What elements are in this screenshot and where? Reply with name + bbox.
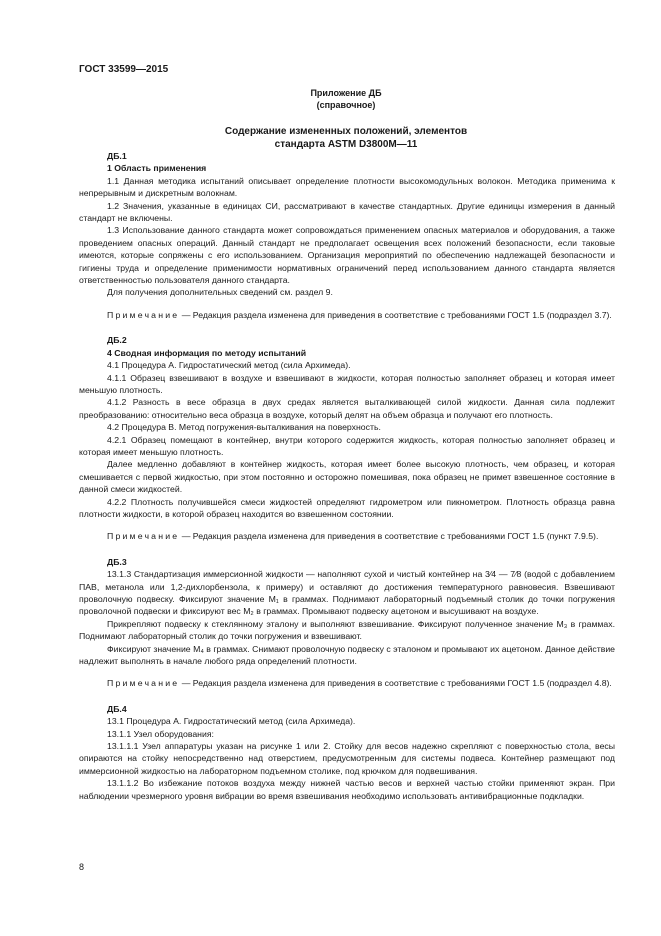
section-label-db2: ДБ.2	[107, 335, 127, 346]
paragraph: 4.1.2 Разность в весе образца в двух средах является выталкивающей силой жидкости. Данная сила подлежит преобразованию: относительно веса образца в воздухе, который делят на объем образца и получают его плотность.	[79, 397, 615, 420]
section-heading-db2: 4 Сводная информация по методу испытаний	[107, 347, 307, 358]
note	[79, 530, 615, 542]
paragraph: 1.2 Значения, указанные в единицах СИ, рассматривают в качестве стандартных. Другие единицы измерения в данный стандарт не включены.	[79, 200, 615, 224]
paragraph: 4.2.1 Образец помещают в контейнер, внутри которого содержится жидкость, которая полностью заполняет образец и которая имеет меньшую плотность.	[79, 434, 615, 457]
paragraph: 13.1.3 Стандартизация иммерсионной жидкости — наполняют сухой и чистый контейнер на 3⁄4 — 7⁄8 (водой с добавлением ПАВ, метанола или 1,2-дихлорбензола, к примеру) и оставляют до достижения температурного равновесия. Взвешивают проволочную подвеску. Фиксируют значение M₁ в граммах. Поднимают лабораторный подъемный столик до точки погружения проволочной подвески и фиксируют вес M₂ в граммах. Промывают подвеску ацетоном и высушивают на воздухе.	[79, 569, 615, 617]
note-text: — Редакция раздела изменена для приведения в соответствие с требованиями ГОСТ 1.5 (подраздел 3.7).	[179, 309, 612, 320]
paragraph: 4.2 Процедура В. Метод погружения-выталкивания на поверхность.	[107, 422, 381, 433]
page-number: 8	[79, 862, 85, 872]
paragraph: 13.1 Процедура А. Гидростатический метод (сила Архимеда).	[107, 716, 356, 727]
note	[79, 677, 615, 689]
document-body	[79, 150, 615, 802]
paragraph: 4.2.2 Плотность получившейся смеси жидкостей определяют гидрометром или пикнометром. Плотность образца равна плотности жидкости, в которой образец находится во взвешенном состоянии.	[79, 496, 615, 519]
paragraph: 13.1.1 Узел оборудования:	[107, 728, 214, 739]
section-label-db3: ДБ.3	[107, 556, 127, 567]
paragraph: 1.3 Использование данного стандарта может сопровождаться применением опасных материалов и оборудования, а также проведением опасных операций. Данный стандарт не предполагает освещения всех положений безопасности, если таковые имеются, которые сопряжены с его использованием. Организация мероприятий по обеспечению надлежащей безопасности и гигиены труда и определение применимости нормативных ограничений перед использованием данного стандарта является ответственностью пользователя данного стандарта.	[79, 225, 615, 286]
paragraph: 13.1.1.2 Во избежание потоков воздуха между нижней частью весов и верхней частью стойки применяют экран. При наблюдении чрезмерного уровня вибрации во время взвешивания необходимо использовать антивибрационные подкладки.	[79, 778, 615, 801]
paragraph: 13.1.1.1 Узел аппаратуры указан на рисунке 1 или 2. Стойку для весов надежно скрепляют с поверхностью стола, весы опираются на стойку непосредственно над отверстием, предусмотренным для системы подвеса. Контейнер размещают под иммерсионной жидкостью на лабораторном подъемном столике, под крючком для подвешивания.	[79, 741, 615, 776]
note-label: Примечание	[107, 678, 180, 689]
note-text: — Редакция раздела изменена для приведения в соответствие с требованиями ГОСТ 1.5 (пункт 7.9.5).	[179, 531, 599, 542]
paragraph: Для получения дополнительных сведений см. раздел 9.	[107, 287, 333, 298]
note-text: — Редакция раздела изменена для приведения в соответствие с требованиями ГОСТ 1.5 (подраздел 4.8).	[179, 678, 612, 689]
standard-number-header: ГОСТ 33599—2015	[79, 64, 169, 75]
document-title-line1: Содержание измененных положений, элементов	[224, 126, 468, 137]
section-heading-db1: 1 Область применения	[107, 163, 207, 174]
section-label-db4: ДБ.4	[107, 703, 127, 714]
note-label: Примечание	[107, 531, 180, 542]
paragraph: Далее медленно добавляют в контейнер жидкость, которая имеет более высокую плотность, чем образец, и которая смешивается с первой жидкостью, при этом постоянно и осторожно помешивая, пока образец не примет взвешенное состояние в данной смеси жидкостей.	[79, 459, 615, 495]
paragraph: Фиксируют значение M₄ в граммах. Снимают проволочную подвеску с эталоном и промывают их ацетоном. Данное действие надлежит выполнять в начале любого ряда определений плотности.	[79, 643, 615, 667]
note-label: Примечание	[107, 309, 180, 320]
appendix-title: Приложение ДБ	[310, 88, 382, 98]
document-title-line2: стандарта ASTM D3800M—11	[274, 138, 418, 150]
appendix-subtitle: (справочное)	[316, 99, 376, 110]
paragraph: 1.1 Данная методика испытаний описывает определение плотности высокомодульных волокон. Методика применима к непрерывным и дискретным волокнам.	[79, 175, 615, 199]
section-label-db1: ДБ.1	[107, 151, 127, 161]
appendix-heading	[79, 88, 613, 111]
note	[79, 309, 615, 321]
paragraph: 4.1.1 Образец взвешивают в воздухе и взвешивают в жидкости, которая полностью заполняет образец и которая имеет меньшую плотность.	[79, 372, 615, 395]
paragraph: 4.1 Процедура А. Гидростатический метод (сила Архимеда).	[107, 360, 351, 371]
paragraph: Прикрепляют подвеску к стеклянному эталону и выполняют взвешивание. Фиксируют полученное значение M₃ в граммах. Поднимают лабораторный столик до точки погружения и взвешивают.	[79, 618, 615, 642]
document-title	[79, 126, 613, 151]
